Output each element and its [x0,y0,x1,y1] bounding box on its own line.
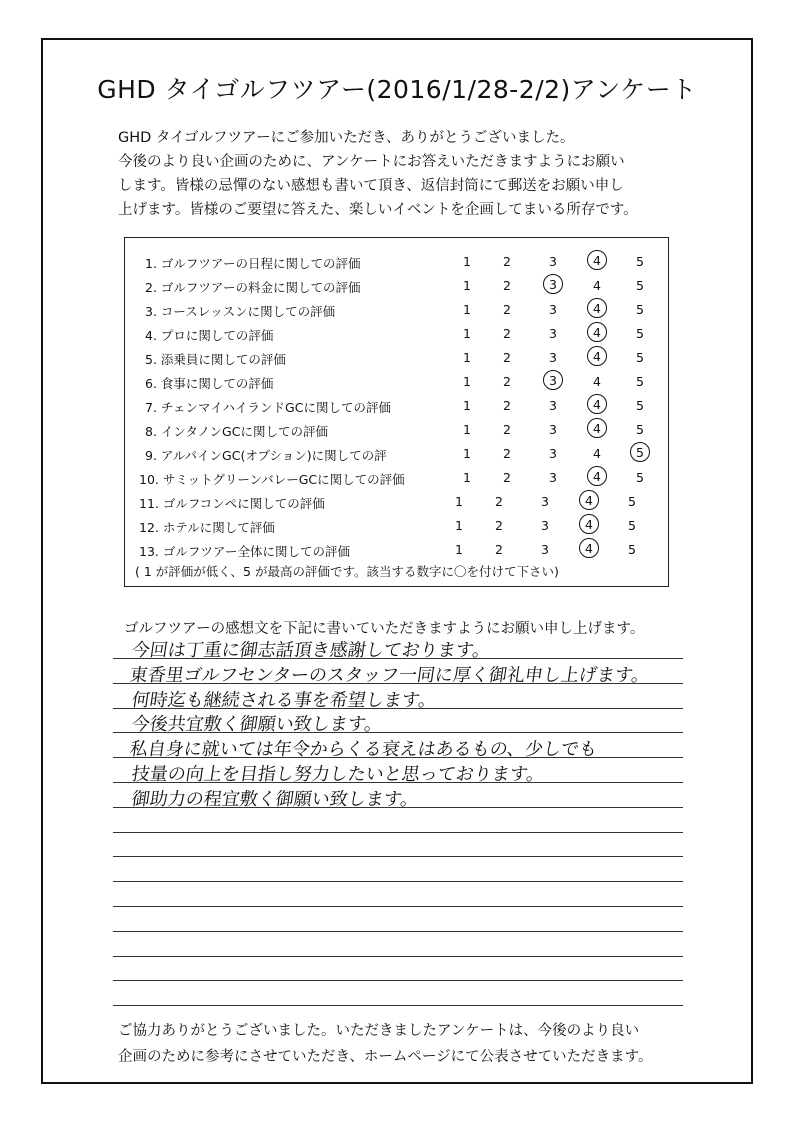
score-option[interactable]: 5 [636,422,644,437]
score-option[interactable]: 3 [543,274,563,294]
ruled-line [113,906,683,907]
score-option[interactable]: 2 [503,350,511,365]
question-label: 9. アルパインGC(オプション)に関しての評 [145,448,387,463]
question-label: 11. ゴルフコンペに関しての評価 [139,496,325,511]
ruled-line [113,980,683,981]
question-label: 2. ゴルフツアーの料金に関しての評価 [145,280,361,295]
handwritten-comment: 何時迄も継続される事を希望します。 [130,690,438,711]
rating-row [125,419,668,443]
score-option[interactable]: 1 [463,254,471,269]
intro-text [118,126,698,222]
question-label: 6. 食事に関しての評価 [145,376,274,391]
question-label: 7. チェンマイハイランドGCに関しての評価 [145,400,391,415]
score-option[interactable]: 5 [630,442,650,462]
score-option[interactable]: 5 [636,302,644,317]
handwritten-comment: 今後共宜敷く御願い致します。 [130,714,384,735]
score-option[interactable]: 1 [463,302,471,317]
ruled-line [113,881,683,882]
rating-row [125,371,668,395]
score-option[interactable]: 3 [549,254,557,269]
rating-row [125,491,668,515]
handwritten-comment: 東香里ゴルフセンターのスタッフ一同に厚く御礼申し上げます。 [128,665,651,686]
score-option[interactable]: 1 [463,422,471,437]
score-option[interactable]: 1 [463,350,471,365]
rating-table [124,237,669,587]
page-title: GHD タイゴルフツアー(2016/1/28-2/2)アンケート [97,75,697,104]
score-option[interactable]: 1 [463,326,471,341]
score-option[interactable]: 2 [503,422,511,437]
intro-line: します。皆様の忌憚のない感想も書いて頂き、返信封筒にて郵送をお願い申し [118,178,624,194]
question-label: 12. ホテルに関して評価 [139,520,275,535]
score-option[interactable]: 4 [593,446,601,461]
score-option[interactable]: 4 [579,490,599,510]
score-option[interactable]: 2 [503,374,511,389]
comments-prompt: ゴルフツアーの感想文を下記に書いていただきますようにお願い申し上げます。 [124,621,645,637]
score-option[interactable]: 4 [579,538,599,558]
score-option[interactable]: 4 [587,322,607,342]
score-option[interactable]: 2 [503,446,511,461]
intro-line: 上げます。皆様のご要望に答えた、楽しいイベントを企画してまいる所存です。 [118,202,638,218]
score-option[interactable]: 4 [587,394,607,414]
score-option[interactable]: 2 [495,494,503,509]
ruled-line [113,856,683,857]
handwritten-comment: 技量の向上を目指し努力したいと思っております。 [130,764,546,785]
score-option[interactable]: 5 [636,350,644,365]
score-option[interactable]: 4 [587,418,607,438]
ruled-line [113,1005,683,1006]
score-option[interactable]: 1 [463,374,471,389]
score-option[interactable]: 5 [636,254,644,269]
score-option[interactable]: 5 [636,326,644,341]
handwritten-comment: 私自身に就いては年令からくる衰えはあるもの、少しでも [128,739,599,760]
score-option[interactable]: 3 [541,494,549,509]
score-option[interactable]: 5 [628,518,636,533]
ruled-line [113,931,683,932]
score-option[interactable]: 1 [455,494,463,509]
score-option[interactable]: 5 [636,398,644,413]
score-option[interactable]: 3 [549,446,557,461]
ruled-line [113,956,683,957]
score-option[interactable]: 4 [587,466,607,486]
score-option[interactable]: 3 [549,422,557,437]
score-option[interactable]: 3 [541,518,549,533]
rating-row [125,395,668,419]
score-option[interactable]: 3 [549,326,557,341]
score-option[interactable]: 1 [463,470,471,485]
score-option[interactable]: 4 [593,278,601,293]
rating-row [125,347,668,371]
question-label: 4. プロに関しての評価 [145,328,274,343]
score-option[interactable]: 3 [549,350,557,365]
score-option[interactable]: 1 [455,542,463,557]
score-option[interactable]: 3 [543,370,563,390]
question-label: 10. サミットグリーンバレーGCに関しての評価 [139,472,405,487]
intro-line: 今後のより良い企画のために、アンケートにお答えいただきますようにお願い [118,154,625,170]
score-option[interactable]: 3 [541,542,549,557]
rating-note: ( 1 が評価が低く、5 が最高の評価です。該当する数字に〇を付けて下さい) [135,564,559,579]
score-option[interactable]: 2 [495,518,503,533]
question-label: 3. コースレッスンに関しての評価 [145,304,336,319]
footer-text [118,1018,652,1070]
rating-row [125,251,668,275]
handwritten-comment: 御助力の程宜敷く御願い致します。 [130,789,420,810]
question-label: 13. ゴルフツアー全体に関しての評価 [139,544,350,559]
handwritten-comment: 今回は丁重に御志話頂き感謝しております。 [130,640,492,661]
rating-row [125,275,668,299]
rating-row [125,539,668,563]
score-option[interactable]: 4 [587,250,607,270]
score-option[interactable]: 2 [503,254,511,269]
score-option[interactable]: 3 [549,302,557,317]
score-option[interactable]: 5 [636,470,644,485]
score-option[interactable]: 4 [587,298,607,318]
footer-line: 企画のために参考にさせていただき、ホームページにて公表させていただきます。 [118,1049,653,1065]
rating-row [125,323,668,347]
question-label: 5. 添乗員に関しての評価 [145,352,286,367]
score-option[interactable]: 1 [463,278,471,293]
score-option[interactable]: 5 [636,278,644,293]
score-option[interactable]: 2 [503,326,511,341]
score-option[interactable]: 4 [593,374,601,389]
score-option[interactable]: 3 [549,398,557,413]
rating-row [125,515,668,539]
score-option[interactable]: 5 [636,374,644,389]
score-option[interactable]: 1 [463,446,471,461]
score-option[interactable]: 2 [503,278,511,293]
score-option[interactable]: 2 [503,398,511,413]
rating-row [125,443,668,467]
rating-row [125,299,668,323]
score-option[interactable]: 5 [628,494,636,509]
score-option[interactable]: 1 [463,398,471,413]
score-option[interactable]: 2 [495,542,503,557]
score-option[interactable]: 2 [503,470,511,485]
rating-row [125,467,668,491]
score-option[interactable]: 4 [579,514,599,534]
score-option[interactable]: 4 [587,346,607,366]
footer-line: ご協力ありがとうございました。いただきましたアンケートは、今後のより良い [118,1023,640,1039]
intro-line: GHD タイゴルフツアーにご参加いただき、ありがとうございました。 [118,130,575,146]
score-option[interactable]: 2 [503,302,511,317]
question-label: 8. インタノンGCに関しての評価 [145,424,328,439]
ruled-line [113,832,683,833]
question-label: 1. ゴルフツアーの日程に関しての評価 [145,256,361,271]
score-option[interactable]: 3 [549,470,557,485]
score-option[interactable]: 5 [628,542,636,557]
score-option[interactable]: 1 [455,518,463,533]
